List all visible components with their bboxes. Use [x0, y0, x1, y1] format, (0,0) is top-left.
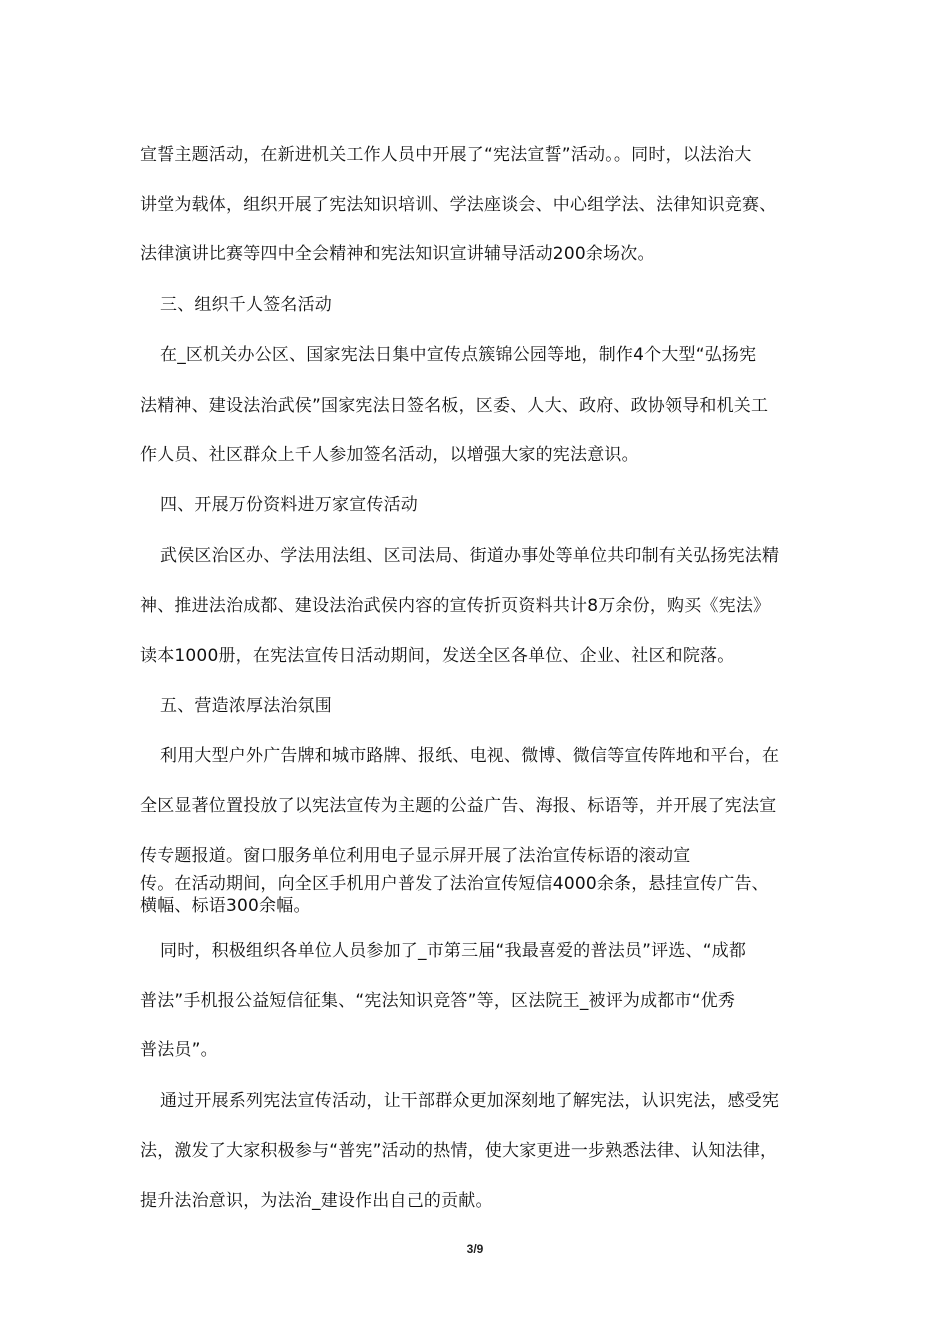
section-heading: 四、开展万份资料进万家宣传活动	[160, 495, 418, 515]
paragraph-line: 讲堂为载体，组织开展了宪法知识培训、学法座谈会、中心组学法、法律知识竞赛、	[140, 195, 777, 215]
paragraph-line: 全区显著位置投放了以宪法宣传为主题的公益广告、海报、标语等，并开展了宪法宣	[140, 796, 777, 816]
paragraph-line: 利用大型户外广告牌和城市路牌、报纸、电视、微博、微信等宣传阵地和平台，在	[160, 746, 780, 766]
paragraph-line: 在_区机关办公区、国家宪法日集中宣传点簇锦公园等地，制作4个大型“弘扬宪	[160, 345, 757, 365]
paragraph-line: 武侯区治区办、学法用法组、区司法局、街道办事处等单位共印制有关弘扬宪法精	[160, 546, 780, 566]
paragraph-line: 普法”手机报公益短信征集、“宪法知识竞答”等，区法院王_被评为成都市“优秀	[140, 991, 736, 1011]
paragraph-line: 传专题报道。窗口服务单位利用电子显示屏开展了法治宣传标语的滚动宣	[140, 846, 691, 866]
paragraph-line: 宣誓主题活动，在新进机关工作人员中开展了“宪法宣誓”活动。。同时，以法治大	[140, 145, 752, 165]
paragraph-line: 法精神、建设法治武侯”国家宪法日签名板，区委、人大、政府、政协领导和机关工	[140, 396, 769, 416]
paragraph-line: 作人员、社区群众上千人参加签名活动，以增强大家的宪法意识。	[140, 445, 639, 465]
paragraph-line: 法，激发了大家积极参与“普宪”活动的热情，使大家更进一步熟悉法律、认知法律，	[140, 1141, 778, 1161]
paragraph-line: 横幅、标语300余幅。	[140, 896, 311, 916]
paragraph-line: 神、推进法治成都、建设法治武侯内容的宣传折页资料共计8万余份，购买《宪法》	[140, 596, 771, 616]
section-heading: 三、组织千人签名活动	[160, 295, 332, 315]
paragraph-line: 同时，积极组织各单位人员参加了_市第三届“我最喜爱的普法员”评选、“成都	[160, 941, 747, 961]
paragraph-line: 通过开展系列宪法宣传活动，让干部群众更加深刻地了解宪法，认识宪法，感受宪	[160, 1091, 780, 1111]
paragraph-line: 读本1000册，在宪法宣传日活动期间，发送全区各单位、企业、社区和院落。	[140, 646, 735, 666]
page-number: 3/9	[466, 1242, 484, 1256]
paragraph-line: 普法员”。	[140, 1040, 218, 1060]
paragraph-line: 法律演讲比赛等四中全会精神和宪法知识宣讲辅导活动200余场次。	[140, 244, 655, 264]
paragraph-line: 传。在活动期间，向全区手机用户普发了法治宣传短信4000余条，悬挂宣传广告、	[140, 874, 769, 894]
section-heading: 五、营造浓厚法治氛围	[160, 696, 332, 716]
paragraph-line: 提升法治意识，为法治_建设作出自己的贡献。	[140, 1191, 493, 1211]
